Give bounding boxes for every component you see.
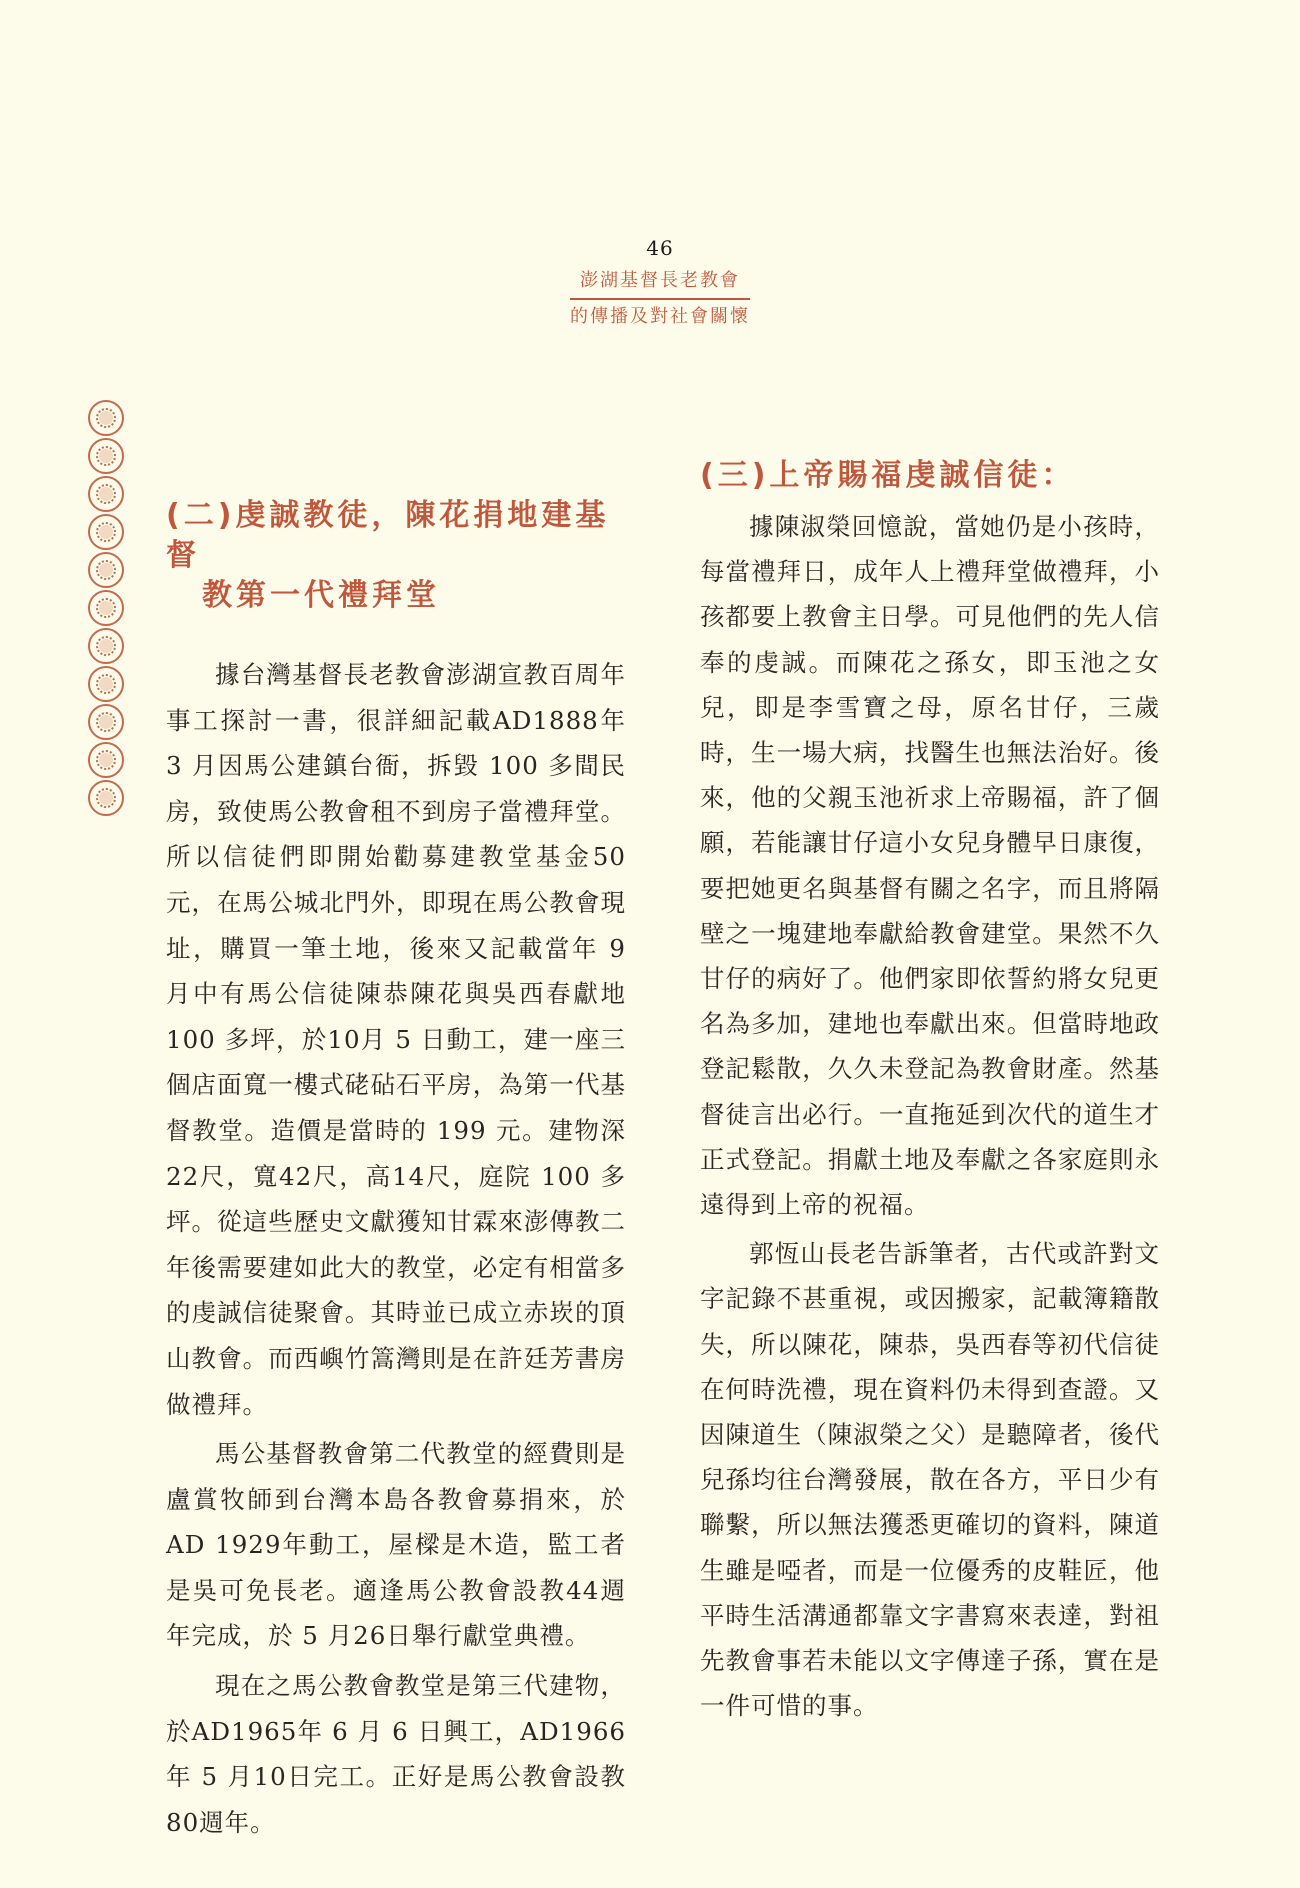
section-heading-3: (三)上帝賜福虔誠信徒： xyxy=(700,458,1076,493)
header-title-line2: 的傳播及對社會關懷 xyxy=(570,306,750,327)
decorative-seal-icon xyxy=(88,552,124,588)
section-heading-2-line1: (二)虔誠教徒，陳花捐地建基督 xyxy=(166,498,610,573)
decorative-seal-icon xyxy=(88,628,124,664)
paragraph: 現在之馬公教會教堂是第三代建物，於AD1965年 6 月 6 日興工，AD1966年 5 月10日完工。正好是馬公教會設教80週年。 xyxy=(166,1671,626,1837)
section-heading-2 xyxy=(166,496,626,616)
running-header xyxy=(540,236,780,332)
paragraph: 據台灣基督長老教會澎湖宣教百周年事工探討一書，很詳細記載AD1888年 3 月因馬公建鎮台衙，拆毀 100 多間民房，致使馬公教會租不到房子當禮拜堂。所以信徒們即開始勸募建教堂基金50元，在馬公城北門外，即現在馬公教會現址，購買一筆土地，後來又記載當年 9 月中有馬公信徒陳恭陳花與吳西春獻地 100 多坪，於10月 5 日動工，建一座三個店面寬一樓式硓砧石平房，為第一代基督教堂。造價是當時的 199 元。建物深22尺，寬42尺，高14尺，庭院 100 多坪。從這些歷史文獻獲知甘霖來澎傳教二年後需要建如此大的教堂，必定有相當多的虔誠信徒聚會。其時並已成立赤崁的頂山教會。而西嶼竹篙灣則是在許廷芳書房做禮拜。 xyxy=(166,660,626,1419)
paragraph: 馬公基督教會第二代教堂的經費則是盧賞牧師到台灣本島各教會募捐來，於AD 1929年動工，屋樑是木造，監工者是吳可免長老。適逢馬公教會設教44週年完成，於 5 月26日舉行獻堂典禮。 xyxy=(166,1439,626,1651)
decorative-seal-icon xyxy=(88,514,124,550)
decorative-seal-icon xyxy=(88,704,124,740)
left-column xyxy=(166,496,626,1849)
decorative-seal-icon xyxy=(88,666,124,702)
right-column xyxy=(700,456,1160,1732)
section-heading-2-line2: 教第一代禮拜堂 xyxy=(202,578,440,613)
decorative-seal-icon xyxy=(88,742,124,778)
decorative-seal-icon xyxy=(88,590,124,626)
decorative-seal-icon xyxy=(88,400,124,436)
decorative-seal-icon xyxy=(88,780,124,816)
header-title-line1: 澎湖基督長老教會 xyxy=(570,266,750,300)
decorative-seal-icon xyxy=(88,438,124,474)
decorative-seal-icon xyxy=(88,476,124,512)
decorative-seal-column xyxy=(84,400,128,818)
page-number: 46 xyxy=(646,236,674,260)
paragraph: 據陳淑榮回憶說，當她仍是小孩時，每當禮拜日，成年人上禮拜堂做禮拜，小孩都要上教會主日學。可見他們的先人信奉的虔誠。而陳花之孫女，即玉池之女兒，即是李雪寶之母，原名甘仔，三歲時，生一場大病，找醫生也無法治好。後來，他的父親玉池祈求上帝賜福，許了個願，若能讓甘仔這小女兒身體早日康復，要把她更名與基督有關之名字，而且將隔壁之一塊建地奉獻給教會建堂。果然不久甘仔的病好了。他們家即依誓約將女兒更名為多加，建地也奉獻出來。但當時地政登記鬆散，久久未登記為教會財產。然基督徒言出必行。一直拖延到次代的道生才正式登記。捐獻土地及奉獻之各家庭則永遠得到上帝的祝福。 xyxy=(700,512,1160,1220)
paragraph: 郭恆山長老告訴筆者，古代或許對文字記錄不甚重視，或因搬家，記載簿籍散失，所以陳花，陳恭，吳西春等初代信徒在何時洗禮，現在資料仍未得到查證。又因陳道生（陳淑榮之父）是聽障者，後代兒孫均往台灣發展，散在各方，平日少有聯繫，所以無法獲悉更確切的資料，陳道生雖是啞者，而是一位優秀的皮鞋匠，他平時生活溝通都靠文字書寫來表達，對祖先教會事若未能以文字傳達子孫，實在是一件可惜的事。 xyxy=(700,1239,1160,1721)
